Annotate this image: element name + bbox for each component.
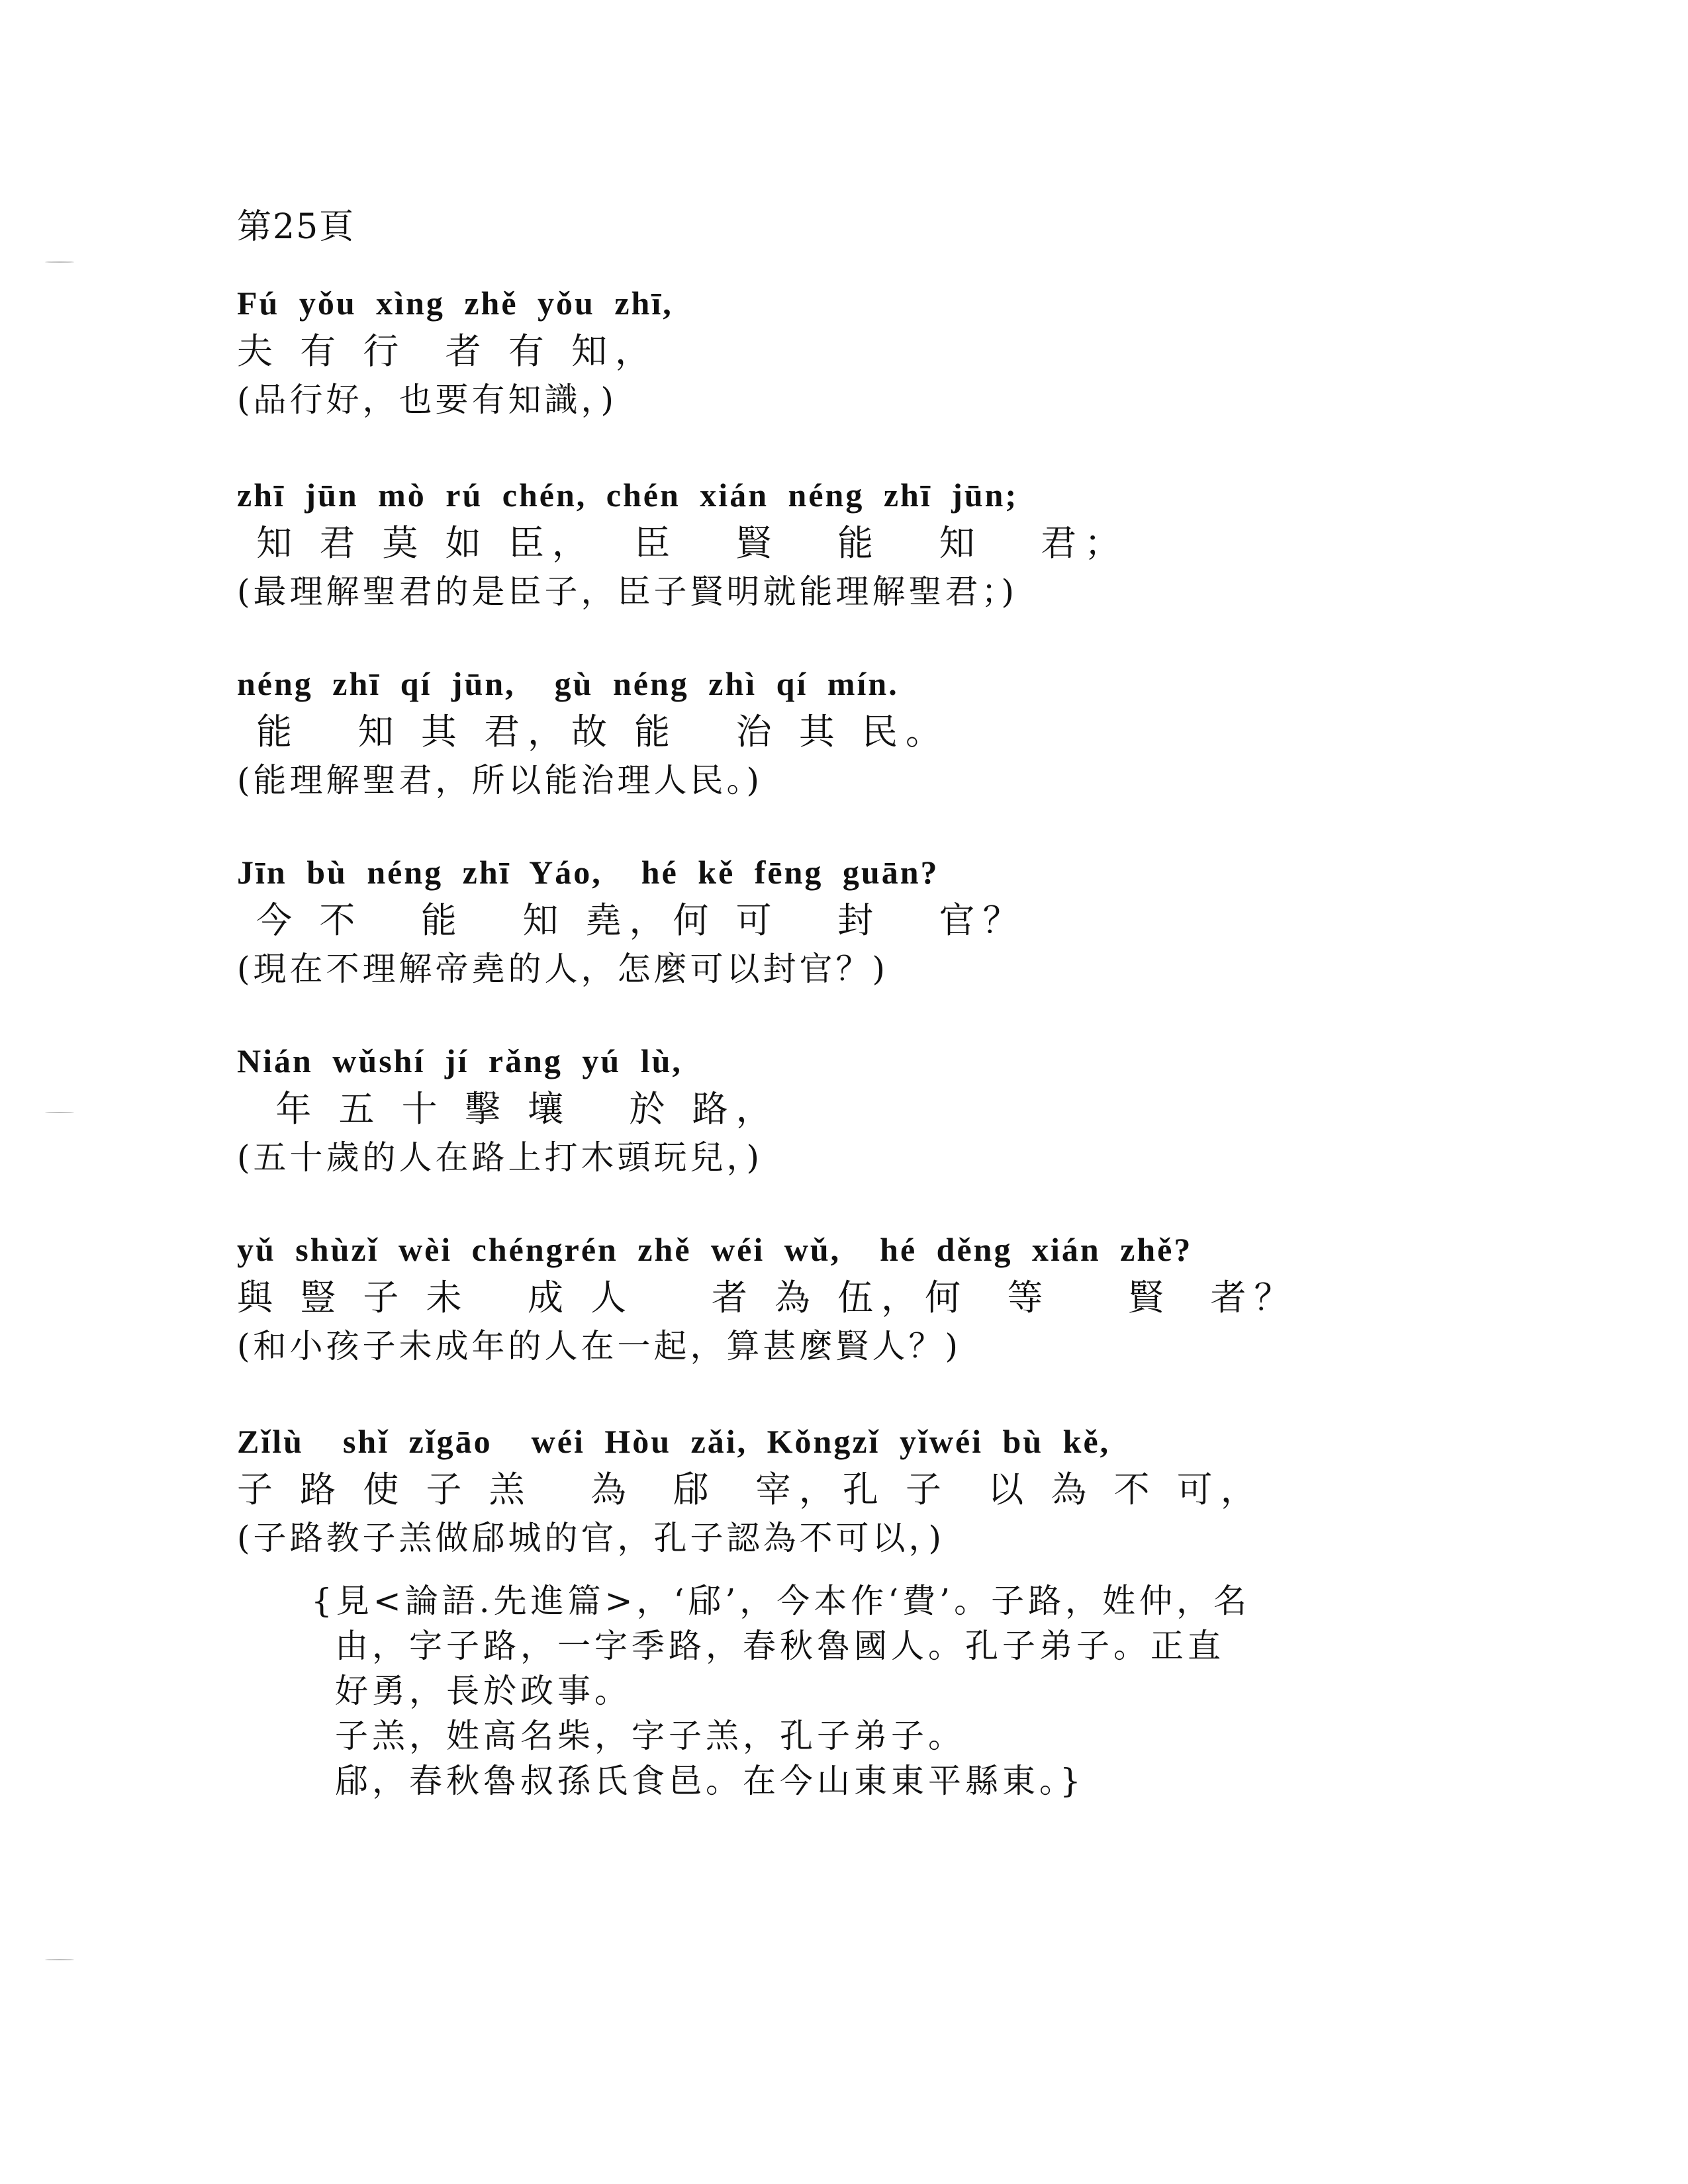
annotation-note — [311, 1578, 1250, 1803]
pinyin-line: Jīn bù néng zhī Yáo, hé kě fēng guān? — [237, 854, 939, 891]
gloss-line: (子路教子羔做郈城的官，孔子認為不可以，) — [237, 1519, 945, 1557]
stanza-2 — [237, 475, 1128, 613]
pinyin-line: zhī jūn mò rú chén, chén xián néng zhī jūn; — [237, 477, 1019, 514]
stanza-5 — [237, 1041, 780, 1179]
hanzi-line: 今 不 能 知 堯，何 可 封 官？ — [237, 899, 1027, 941]
stanza-3 — [237, 664, 949, 801]
note-line: 好勇，長於政事。 — [335, 1672, 632, 1710]
page-number-header: 第25頁 — [237, 207, 355, 247]
hanzi-line: 知 君 莫 如 臣， 臣 賢 能 知 君； — [237, 522, 1129, 564]
hanzi-line: 年 五 十 擊 壤 於 路， — [237, 1088, 780, 1130]
note-line: {見<論語.先進篇>，‘郈’，今本作‘費’。子路，姓仲，名 — [311, 1582, 1251, 1620]
stanza-7 — [237, 1422, 1264, 1559]
gloss-line: (和小孩子未成年的人在一起，算甚麼賢人？) — [237, 1327, 962, 1365]
note-line: 由，字子路，一字季路，春秋魯國人。孔子弟子。正直 — [335, 1627, 1225, 1665]
note-line: 子羔，姓高名柴，字子羔，孔子弟子。 — [335, 1717, 965, 1755]
hole-punch-mark — [45, 1112, 74, 1113]
gloss-line: (能理解聖君，所以能治理人民。) — [237, 761, 763, 799]
hanzi-line: 與 豎 子 未 成 人 者 為 伍，何 等 賢 者？ — [237, 1277, 1298, 1318]
pinyin-line: yǔ shùzǐ wèi chéngrén zhě wéi wǔ, hé děng xián zhě? — [237, 1231, 1193, 1268]
pinyin-line: Nián wǔshí jí rǎng yú lù, — [237, 1042, 682, 1079]
stanza-6 — [237, 1230, 1297, 1367]
gloss-line: (五十歲的人在路上打木頭玩兒，) — [237, 1138, 763, 1177]
gloss-line: (品行好，也要有知識，) — [237, 381, 618, 419]
gloss-line: (最理解聖君的是臣子，臣子賢明就能理解聖君；) — [237, 572, 1018, 611]
pinyin-line: néng zhī qí jūn, gù néng zhì qí mín. — [237, 665, 899, 702]
note-line: 郈，春秋魯叔孫氏食邑。在今山東東平縣東。} — [335, 1762, 1085, 1800]
hanzi-line: 夫 有 行 者 有 知， — [237, 330, 659, 372]
pinyin-line: Zǐlù shǐ zǐgāo wéi Hòu zǎi, Kǒngzǐ yǐwéi bù kě, — [237, 1423, 1111, 1460]
pinyin-line: Fú yǒu xìng zhě yǒu zhī, — [237, 285, 673, 322]
hanzi-line: 子 路 使 子 羔 為 郈 宰，孔 子 以 為 不 可， — [237, 1469, 1264, 1510]
hole-punch-mark — [45, 261, 74, 263]
gloss-line: (現在不理解帝堯的人，怎麼可以封官？) — [237, 950, 889, 988]
hole-punch-mark — [45, 1959, 74, 1960]
stanza-4 — [237, 852, 1027, 990]
stanza-1 — [237, 283, 673, 421]
hanzi-line: 能 知 其 君，故 能 治 其 民。 — [237, 711, 949, 752]
